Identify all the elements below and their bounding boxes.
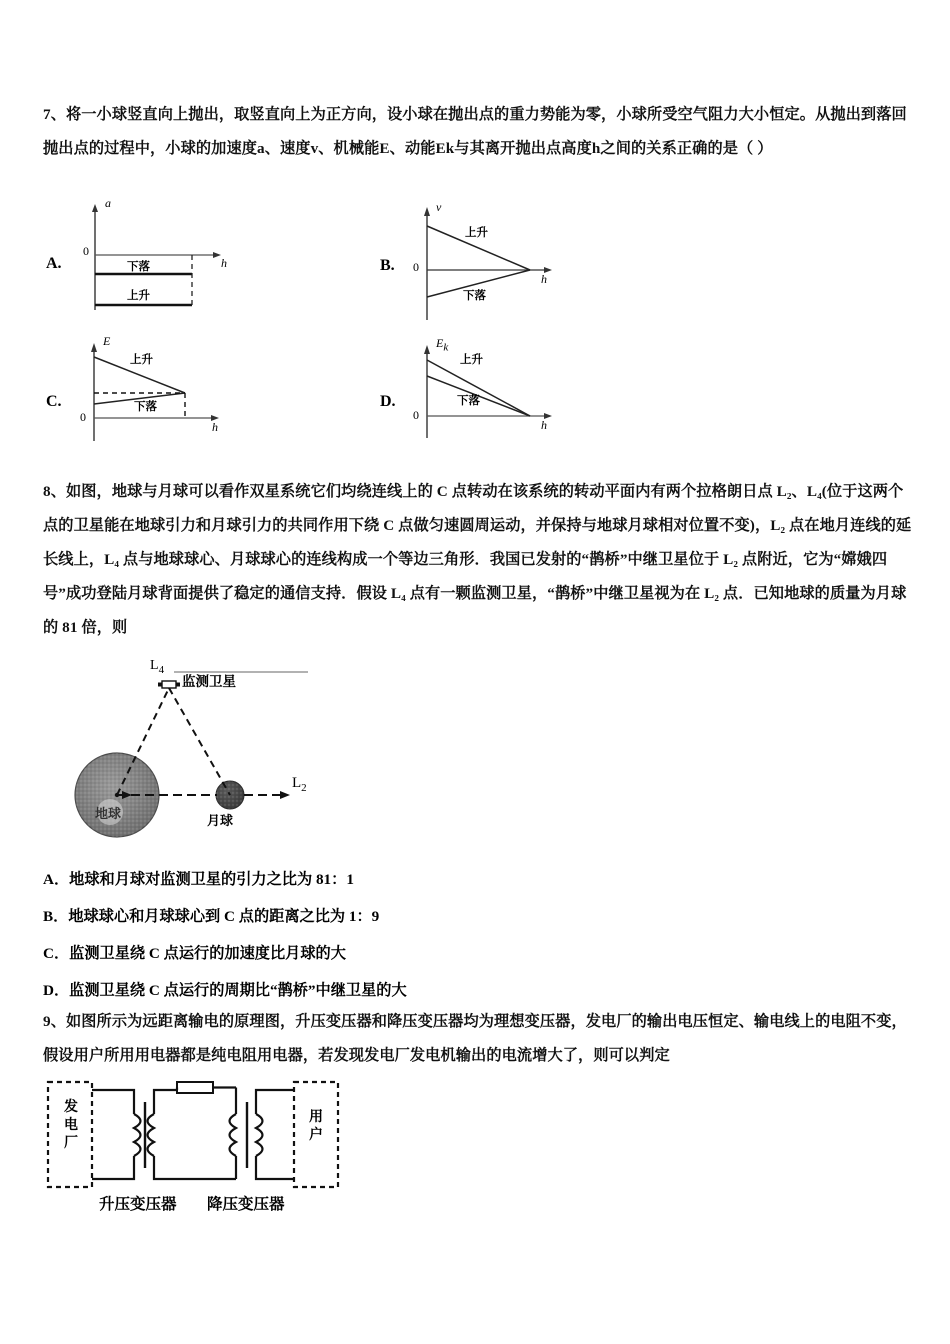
label-moon: 月球 — [207, 814, 234, 829]
curve-label-b-fall: 下落 — [463, 288, 486, 302]
curve-label-c-fall: 下落 — [134, 399, 157, 413]
label-step-up-transformer: 升压变压器 — [99, 1195, 177, 1213]
curve-label-a-rise: 上升 — [127, 288, 150, 302]
axis-origin-d: 0 — [413, 408, 419, 422]
axis-label-d-y: Ek — [436, 336, 449, 354]
axis-label-c-y: E — [103, 334, 111, 348]
curve-label-d-rise: 上升 — [460, 352, 483, 366]
figure-choice-c — [72, 336, 242, 446]
question-8-option-c: C．监测卫星绕 C 点运行的加速度比月球的大 — [43, 945, 346, 962]
axis-label-d-x: h — [541, 418, 547, 432]
choice-label-a: A. — [46, 255, 62, 272]
axis-origin-c: 0 — [80, 410, 86, 424]
question-8-text: 8、如图，地球与月球可以看作双星系统它们均绕连线上的 C 点转动在该系统的转动平面内有两个拉格朗日点 L₂、L₄(位于这两个点的卫星能在地球引力和月球引力的共同作用下绕 C 点做匀速圆周运动，并保持与地球月球相对位置不变)，L₂ 点在地月连线的延长线上，L₄ 点与地球球心、月球球心的连线构成一个等边三角形．我国已发射的“鹊桥”中继卫星位于 L₂ 点附近，它为“嫦娥四号”成功登陆月球背面提供了稳定的通信支持．假设 L₄ 点有一颗监测卫星，“鹊桥”中继卫星视为在 L₂ 点．已知地球的质量为月球的 81 倍，则 — [43, 483, 912, 636]
label-power-plant: 发电厂 — [64, 1099, 78, 1151]
axis-label-a-y: a — [105, 196, 111, 210]
question-7-text: 7、将一小球竖直向上抛出，取竖直向上为正方向，设小球在抛出点的重力势能为零，小球所受空气阻力大小恒定。从抛出到落回抛出点的过程中，小球的加速度a、速度v、机械能E、动能Ek与其离开抛出点高度h之间的关系正确的是（ ） — [43, 106, 907, 157]
axis-label-b-y: v — [436, 200, 442, 214]
axis-label-a-x: h — [221, 256, 227, 270]
label-l2: $L_2$ — [292, 775, 307, 794]
question-8-option-d: D．监测卫星绕 C 点运行的周期比“鹊桥”中继卫星的大 — [43, 982, 407, 999]
choice-label-b: B. — [380, 257, 395, 274]
choice-label-d: D. — [380, 393, 396, 410]
choice-label-c: C. — [46, 393, 62, 410]
question-8-option-a: A．地球和月球对监测卫星的引力之比为 81：1 — [43, 871, 354, 888]
axis-origin-b: 0 — [413, 260, 419, 274]
curve-label-d-fall: 下落 — [457, 393, 480, 407]
label-step-down-transformer: 降压变压器 — [207, 1195, 285, 1213]
curve-label-a-fall: 下落 — [127, 259, 150, 273]
figure-choice-b — [405, 198, 575, 323]
label-earth: 地球 — [95, 807, 122, 822]
question-9-text: 9、如图所示为远距离输电的原理图，升压变压器和降压变压器均为理想变压器，发电厂的输出电压恒定、输电线上的电阻不变，假设用户所用用电器都是纯电阻用电器，若发现发电厂发电机输出的电流增大了，则可以判定 — [43, 1013, 907, 1064]
figure-earth-moon-lagrange — [52, 660, 382, 860]
label-user: 用户 — [309, 1109, 323, 1143]
figure-power-transmission-circuit — [44, 1076, 344, 1221]
axis-label-b-x: h — [541, 272, 547, 286]
figure-choice-d — [405, 338, 575, 443]
label-monitoring-satellite: 监测卫星 — [182, 674, 236, 690]
label-l4: $L_4$ — [150, 658, 165, 676]
curve-label-b-rise: 上升 — [465, 225, 488, 239]
axis-origin-a: 0 — [83, 244, 89, 258]
figure-choice-a — [75, 198, 240, 318]
curve-label-c-rise: 上升 — [130, 352, 153, 366]
axis-label-c-x: h — [212, 420, 218, 434]
question-8-option-b: B．地球球心和月球球心到 C 点的距离之比为 1：9 — [43, 908, 380, 925]
